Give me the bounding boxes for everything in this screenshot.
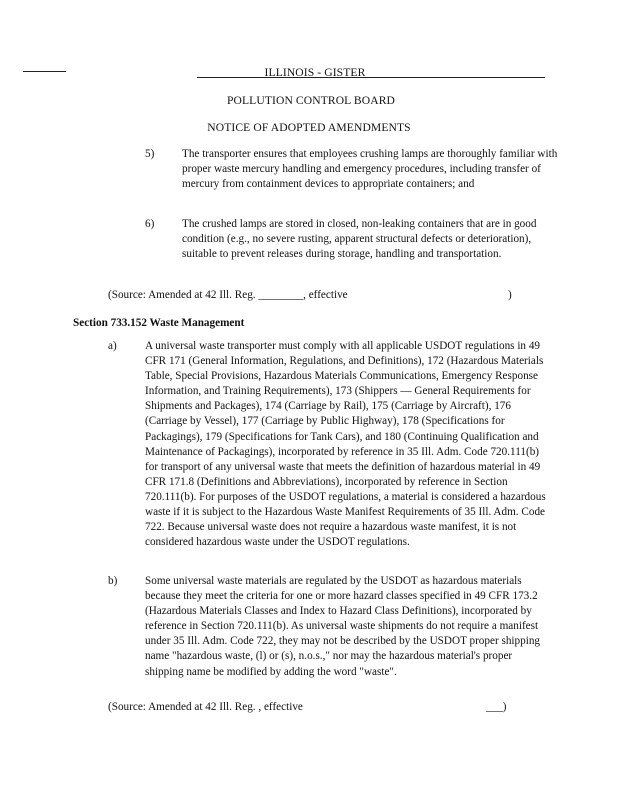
header-notice: NOTICE OF ADOPTED AMENDMENTS	[207, 121, 411, 134]
source-note: (Source: Amended at 42 Ill. Reg. ________, effective	[108, 289, 348, 301]
item-text: The crushed lamps are stored in closed, non-leaking containers that are in good condition (e.g., no severe rusting, apparent structural defects or deterioration), suitable to prevent releases during storage, handling and transportation.	[182, 218, 537, 261]
header-title: ILLINOIS - GISTER	[264, 66, 366, 79]
item-number: b)	[108, 575, 118, 587]
item-text: A universal waste transporter must comply with all applicable USDOT regulations in 49 CFR 171 (General Information, Regulations, and Definitions), 172 (Hazardous Materials Table, Special Provisions, Hazardous Materials Communications, Emergency Response Information, and Training Requirements), 173 (Shippers — General Requirements for Shipments and Packages), 174 (Carriage by Rail), 175 (Carriage by Aircraft), 176 (Carriage by Vessel), 177 (Carriage by Public Highway), 178 (Specifications for Packagings), 179 (Specifications for Tank Cars), and 180 (Continuing Qualification and Maintenance of Packagings), incorporated by reference in 35 Ill. Adm. Code 720.111(b) for transport of any universal waste that meets the definition of hazardous material in 49 CFR 171.8 (Definitions and Abbreviations), incorporated by reference in Section 720.111(b). For purposes of the USDOT regulations, a material is considered a hazardous waste if it is subject to the Hazardous Waste Manifest Requirements of 35 Ill. Adm. Code 722. Because universal waste does not require a hazardous waste manifest, it is not considered hazardous waste under the USDOT regulations.	[145, 340, 546, 549]
item-number: a)	[108, 340, 117, 352]
item-text: The transporter ensures that employees crushing lamps are thoroughly familiar with proper waste mercury handling and emergency procedures, including transfer of mercury from containment devices to appropriate containers; and	[182, 148, 558, 191]
section-heading: Section 733.152 Waste Management	[73, 317, 245, 329]
item-number: 5)	[145, 148, 155, 160]
header-board: POLLUTION CONTROL BOARD	[226, 94, 396, 107]
source-note: (Source: Amended at 42 Ill. Reg. , effective	[108, 701, 303, 713]
source-close: ___)	[486, 701, 507, 713]
item-text: Some universal waste materials are regulated by the USDOT as hazardous materials because they meet the criteria for one or more hazard classes specified in 49 CFR 173.2 (Hazardous Materials Classes and Index to Hazard Class Definitions), incorporated by reference in Section 720.111(b). As universal waste shipments do not require a manifest under 35 Ill. Adm. Code 722, they may not be described by the USDOT proper shipping name "hazardous waste, (l) or (s), n.o.s.," nor may the hazardous material's proper shipping name be modified by adding the word "waste".	[145, 575, 541, 678]
source-close: )	[508, 289, 512, 301]
item-number: 6)	[145, 218, 155, 230]
